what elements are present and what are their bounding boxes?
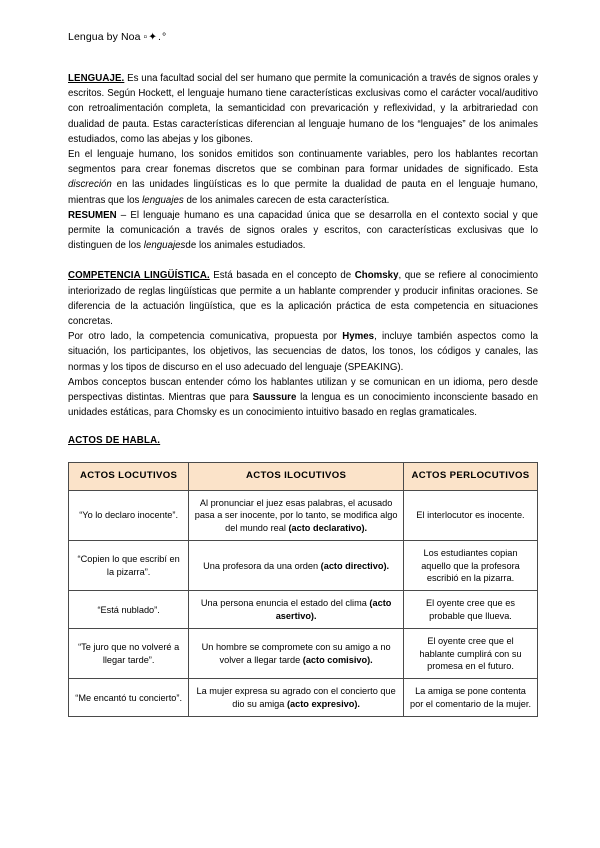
actos-de-habla-table	[68, 462, 538, 717]
table-header-row	[69, 463, 538, 490]
column-header-locutivos: ACTOS LOCUTIVOS	[69, 463, 189, 490]
section-competencia-linguistica	[68, 268, 538, 420]
cell-perlocutivo: La amiga se pone contenta por el comentario de la mujer.	[403, 679, 537, 717]
paragraph: COMPETENCIA LINGÜÍSTICA. Está basada en el concepto de Chomsky, que se refiere al conocimiento interiorizado de reglas lingüísticas que permite a un hablante comprender y producir infinitas oraciones. Se diferencia de la actuación lingüística, que es la aplicación práctica de esta competencia en situaciones concretas.	[68, 270, 538, 328]
cell-perlocutivo: El oyente cree que el hablante cumplirá con su promesa en el futuro.	[403, 629, 537, 679]
cell-perlocutivo: Los estudiantes copian aquello que la profesora escribió en la pizarra.	[403, 541, 537, 591]
table-body	[69, 490, 538, 716]
column-header-perlocutivos: ACTOS PERLOCUTIVOS	[403, 463, 537, 490]
table-row	[69, 541, 538, 591]
column-header-ilocutivos: ACTOS ILOCUTIVOS	[189, 463, 404, 490]
cell-ilocutivo: La mujer expresa su agrado con el concierto que dio su amiga (acto expresivo).	[189, 679, 404, 717]
paragraph: Por otro lado, la competencia comunicativa, propuesta por Hymes, incluye también aspectos como la situación, los participantes, los objetivos, las secuencias de datos, los tonos, los códigos y canales, las normas y los tipos de discurso en el uso adecuado del lenguaje (SPEAKING).	[68, 331, 538, 373]
document-header-title: Lengua by Noa	[68, 31, 141, 43]
table-row	[69, 679, 538, 717]
table-row	[69, 490, 538, 540]
cell-locutivo: “Copien lo que escribí en la pizarra”.	[69, 541, 189, 591]
cell-perlocutivo: El oyente cree que es probable que llueva.	[403, 591, 537, 629]
paragraph: Ambos conceptos buscan entender cómo los hablantes utilizan y se comunican en un idioma, pero desde perspectivas distintas. Mientras que para Saussure la lengua es un conocimiento inconsciente basado en unidades estáticas, para Chomsky es un conocimiento intuitivo basado en reglas gramaticales.	[68, 376, 539, 419]
cell-ilocutivo: Al pronunciar el juez esas palabras, el acusado pasa a ser inocente, por lo tanto, se modifica algo del mundo real (acto declarativo).	[189, 490, 404, 540]
cell-perlocutivo: El interlocutor es inocente.	[403, 490, 537, 540]
paragraph: RESUMEN – El lenguaje humano es una capacidad única que se desarrolla en el contexto social y que permite la comunicación a través de signos orales y escritos, con características exclusivas que lo distinguen de los lenguajesde los animales estudiados.	[68, 209, 538, 252]
paragraph: En el lenguaje humano, los sonidos emitidos son continuamente variables, pero los hablantes recortan segmentos para crear fonemas discretos que se combinan para formar unidades de significado. Esta discreción en las unidades lingüísticas es lo que permite la dualidad de pauta en el lenguaje humano, mientras que los lenguajes de los animales carecen de esta característica.	[68, 149, 538, 206]
cell-locutivo: “Yo lo declaro inocente”.	[69, 490, 189, 540]
paragraph: LENGUAJE. Es una facultad social del ser humano que permite la comunicación a través de signos orales y escritos. Según Hockett, el lenguaje humano tiene características exclusivas como el carácter vocal/auditivo con retroalimentación completa, la semanticidad con prevaricación y reflexividad, y la arbitrariedad con dualidad de pauta. Estas características diferencian al lenguaje humano de los “lenguajes” de los animales estudiados, como las abejas y los gibones.	[68, 73, 538, 145]
cell-ilocutivo: Una profesora da una orden (acto directivo).	[189, 541, 404, 591]
table-row	[69, 629, 538, 679]
cell-locutivo: “Está nublado”.	[69, 591, 189, 629]
cell-ilocutivo: Un hombre se compromete con su amigo a no volver a llegar tarde (acto comisivo).	[189, 629, 404, 679]
cell-locutivo: “Me encantó tu concierto”.	[69, 679, 189, 717]
sparkle-decoration-icon: ▫✦.°	[143, 31, 168, 43]
cell-locutivo: “Te juro que no volveré a llegar tarde”.	[69, 629, 189, 679]
table-row	[69, 591, 538, 629]
document-header	[68, 30, 538, 44]
cell-ilocutivo: Una persona enuncia el estado del clima (acto asertivo).	[189, 591, 404, 629]
section-lenguaje	[68, 71, 538, 253]
section-title-actos-de-habla: ACTOS DE HABLA.	[68, 435, 161, 447]
